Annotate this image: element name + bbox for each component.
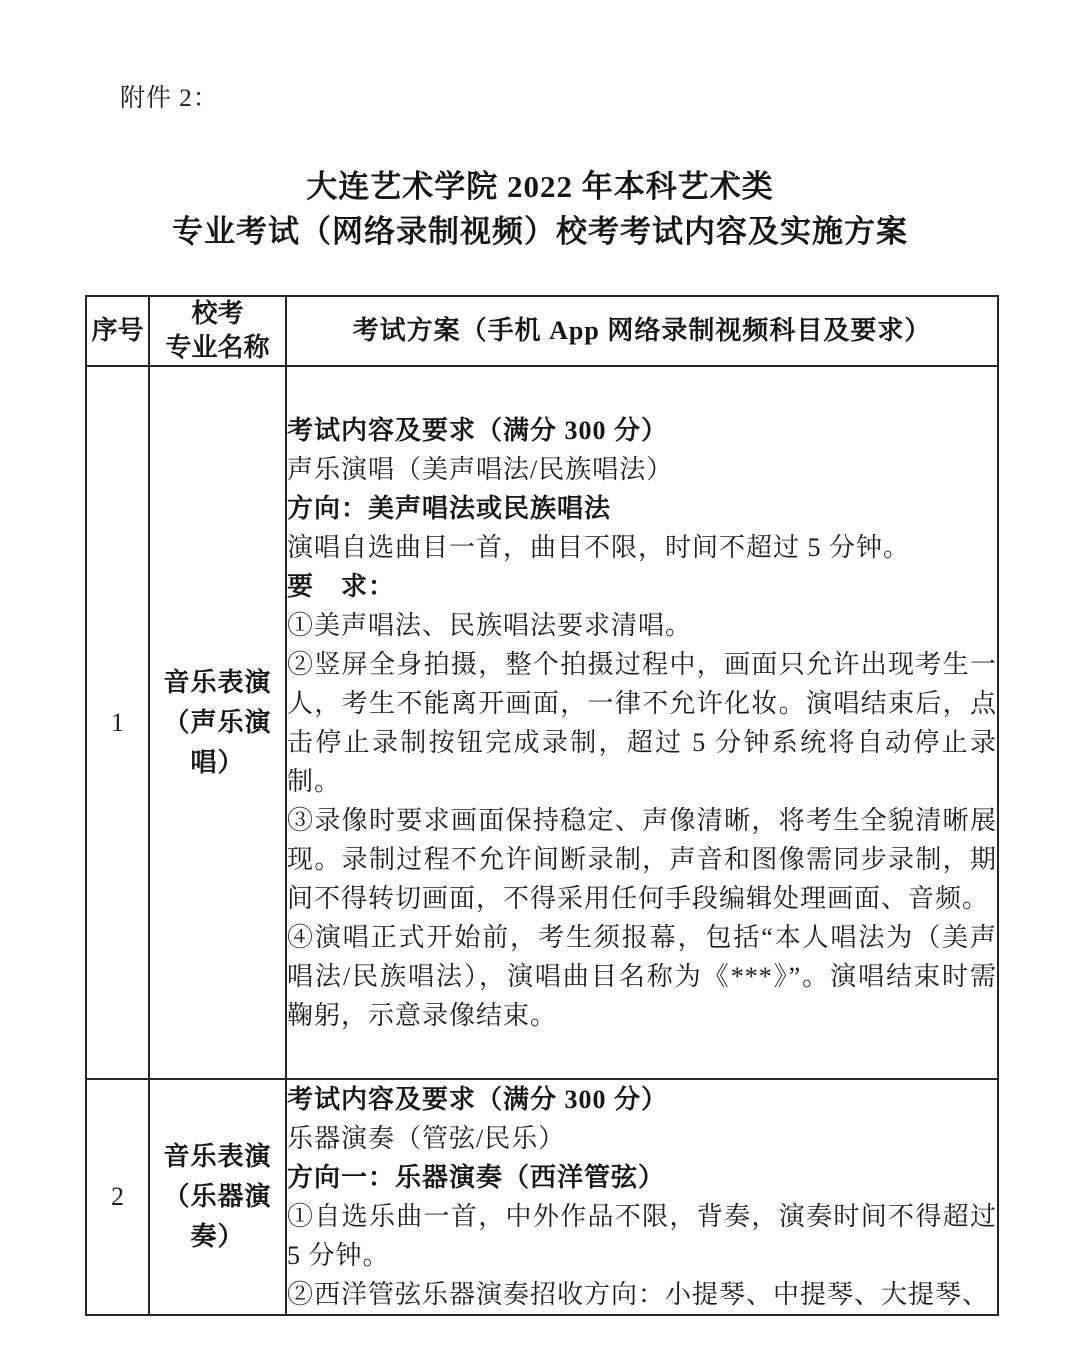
exam-plan-table: [85, 295, 999, 1316]
paragraph-heading: 考试内容及要求（满分 300 分）: [287, 1085, 669, 1114]
exam-content-cell: [286, 366, 998, 1079]
major-name-cell: 音乐表演（声乐演唱）: [149, 366, 286, 1079]
header-major-name-line1: 校考: [191, 299, 244, 328]
paragraph: 演唱自选曲目一首，曲目不限，时间不超过 5 分钟。: [287, 532, 911, 562]
paragraph-heading: 考试内容及要求（满分 300 分）: [287, 415, 669, 445]
paragraph-item-2: ②西洋管弦乐器演奏招收方向：小提琴、中提琴、大提琴、: [287, 1280, 990, 1309]
paragraph-direction: 方向：美声唱法或民族唱法: [287, 493, 612, 523]
table-header-row: [86, 296, 998, 366]
paragraph: 乐器演奏（管弦/民乐）: [287, 1124, 566, 1153]
paragraph-item-4: ④演唱正式开始前，考生须报幕，包括“本人唱法为（美声唱法/民族唱法），演唱曲目名称为《***》”。演唱结束时需鞠躬，示意录像结束。: [287, 922, 997, 1030]
major-name-cell: 音乐表演（乐器演奏）: [149, 1079, 286, 1315]
paragraph-item-3: ③录像时要求画面保持稳定、声像清晰，将考生全貌清晰展现。录制过程不允许间断录制，声音和图像需同步录制，期间不得转切画面，不得采用任何手段编辑处理画面、音频。: [287, 805, 997, 913]
paragraph-item-1: ①自选乐曲一首，中外作品不限，背奏，演奏时间不得超过 5 分钟。: [287, 1202, 997, 1270]
header-major-name: [149, 296, 286, 366]
paragraph-direction: 方向一：乐器演奏（西洋管弦）: [287, 1163, 666, 1192]
seq-number-cell: 1: [86, 366, 149, 1079]
header-exam-plan-label: 考试方案（手机 App 网络录制视频科目及要求）: [352, 316, 932, 345]
exam-content-cell: [286, 1079, 998, 1315]
attachment-label: 附件 2：: [120, 85, 219, 112]
header-major-name-line2: 专业名称: [165, 333, 270, 362]
table-row-2: [86, 1079, 998, 1315]
seq-number-cell: 2: [86, 1079, 149, 1315]
paragraph-requirements-heading: 要 求：: [287, 571, 396, 601]
page-title-line1: 大连艺术学院 2022 年本科艺术类: [306, 169, 774, 204]
table-row-1: [86, 366, 998, 1079]
header-exam-plan: [286, 296, 998, 366]
paragraph-item-1: ①美声唱法、民族唱法要求清唱。: [287, 610, 693, 640]
paragraph: 声乐演唱（美声唱法/民族唱法）: [287, 454, 674, 484]
paragraph-item-2: ②竖屏全身拍摄，整个拍摄过程中，画面只允许出现考生一人，考生不能离开画面，一律不允许化妆。演唱结束后，点击停止录制按钮完成录制，超过 5 分钟系统将自动停止录制。: [287, 649, 997, 796]
page-title-line2: 专业考试（网络录制视频）校考考试内容及实施方案: [172, 214, 908, 249]
header-seq-number: [86, 296, 149, 366]
header-seq-number-label: 序号: [91, 316, 144, 345]
